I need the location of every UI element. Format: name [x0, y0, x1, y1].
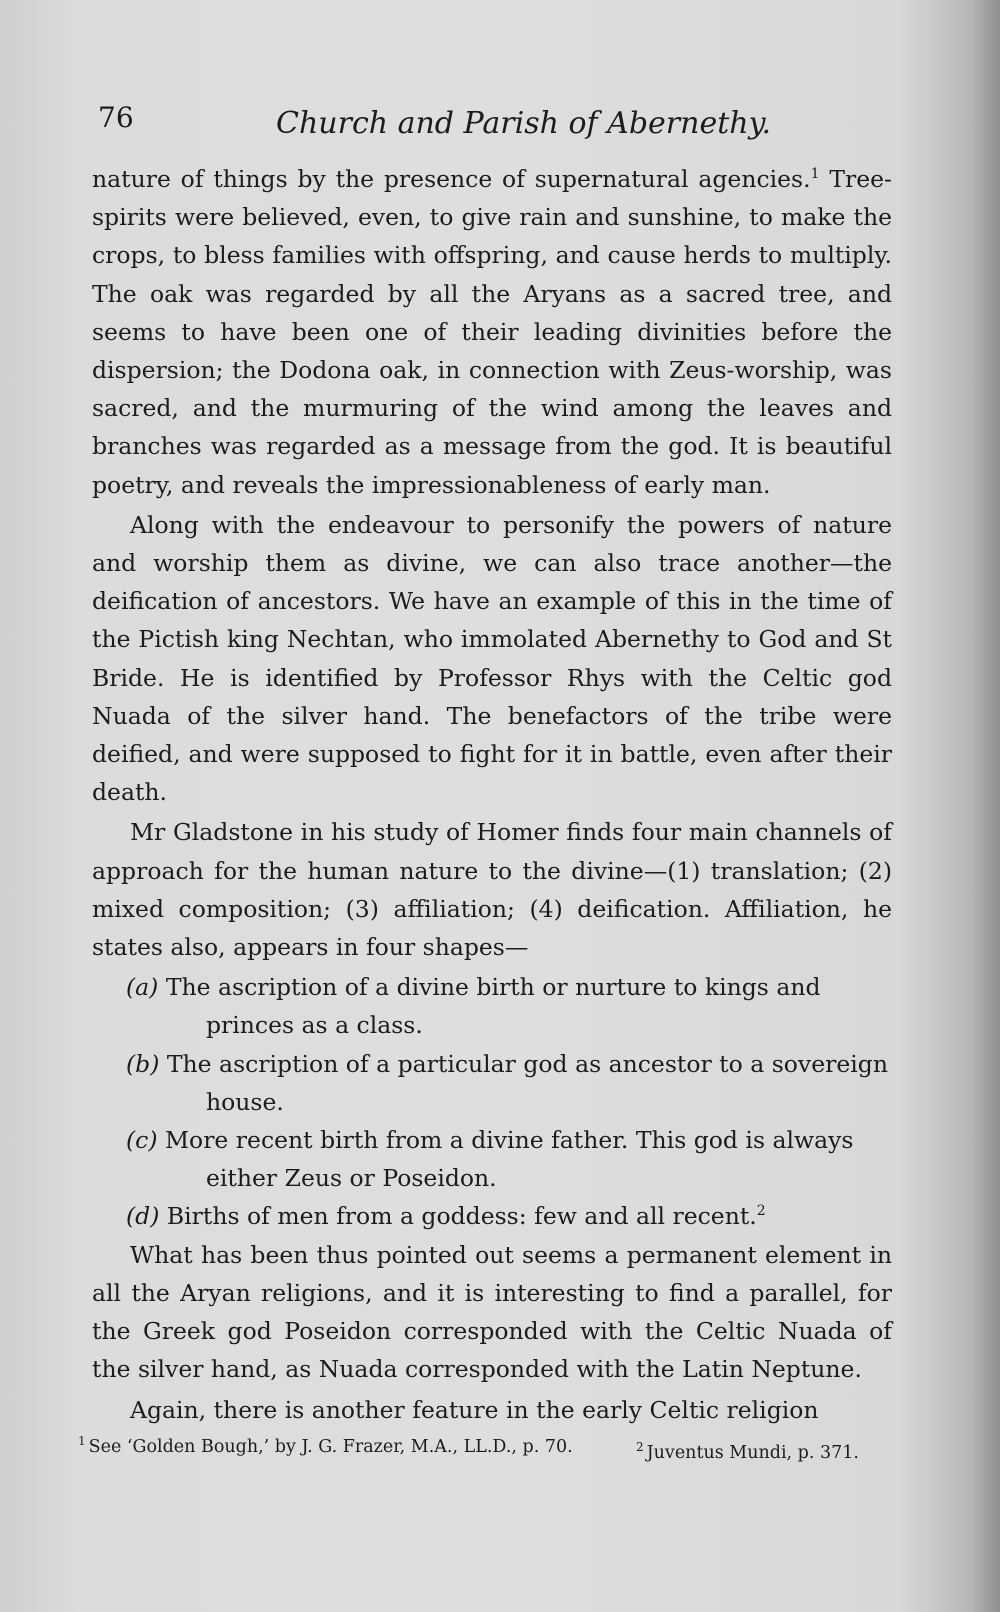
footnote-text: Juventus Mundi, p. 371.	[646, 1443, 859, 1463]
page-number: 76	[98, 101, 134, 134]
footnote-mark: 2	[636, 1440, 644, 1455]
page-header	[98, 98, 772, 148]
running-title: Church and Parish of Abernethy.	[276, 106, 772, 141]
paragraph: What has been thus pointed out seems a permanent element in all the Aryan religions, and it is interesting to find a parallel, for the Greek god Poseidon corresponded with the Celtic Nuada of the silver hand, as Nuada corresponded with the Latin Neptune.	[92, 1240, 892, 1384]
list-item	[92, 1045, 892, 1121]
footnote	[78, 1432, 573, 1462]
list-item-text: The ascription of a particular god as ancestor to a sovereign house.	[166, 1049, 888, 1116]
paragraph: Along with the endeavour to personify the powers of nature and worship them as divine, we can also trace another—the deification of ancestors. We have an example of this in the time of the Pictish king Nechtan, who immolated Abernethy to God and St Bride. He is identified by Professor Rhys with the Celtic god Nuada of the silver hand. The benefactors of the tribe were deified, and were supposed to fight for it in battle, even after their death.	[92, 510, 892, 807]
paragraph-text: nature of things by the presence of supernatural agencies.	[92, 165, 811, 193]
main-text	[92, 160, 892, 1431]
list-item-text: Births of men from a goddess: few and all recent.	[166, 1202, 757, 1231]
list-item	[92, 968, 892, 1044]
footnote-mark: 1	[78, 1434, 86, 1449]
list-item-text: The ascription of a divine birth or nurture to kings and princes as a class.	[165, 973, 821, 1040]
list-item	[92, 1197, 892, 1235]
footnote-reference: 2	[756, 1203, 766, 1220]
list-item-marker: (d)	[126, 1202, 160, 1231]
footnote	[636, 1438, 859, 1468]
paragraph: Again, there is another feature in the early Celtic religion	[130, 1395, 819, 1424]
footnote-text: See ‘Golden Bough,’ by J. G. Frazer, M.A., LL.D., p. 70.	[88, 1437, 573, 1457]
footnotes	[78, 1432, 888, 1472]
list-item-marker: (b)	[126, 1049, 160, 1078]
list-item	[92, 1121, 892, 1197]
list-item-marker: (a)	[126, 973, 159, 1002]
list-item-text: More recent birth from a divine father. This god is always either Zeus or Poseidon.	[164, 1126, 854, 1193]
footnote-reference: 1	[810, 166, 820, 183]
paragraph: Mr Gladstone in his study of Homer finds four main channels of approach for the human nature to the divine—(1) translation; (2) mixed composition; (3) affiliation; (4) deification. Affiliation, he states also, appears in four shapes—	[92, 818, 892, 962]
list-item-marker: (c)	[126, 1126, 158, 1155]
paragraph-text: Tree-spirits were believed, even, to give rain and sunshine, to make the crops, to bless families with offspring, and cause herds to multiply. The oak was regarded by all the Aryans as a sacred tree, and seems to have been one of their leading divinities before the dispersion; the Dodona oak, in connection with Zeus-worship, was sacred, and the murmuring of the wind among the leaves and branches was regarded as a message from the god. It is beautiful poetry, and reveals the impressionableness of early man.	[92, 165, 892, 499]
paragraph	[92, 160, 892, 504]
